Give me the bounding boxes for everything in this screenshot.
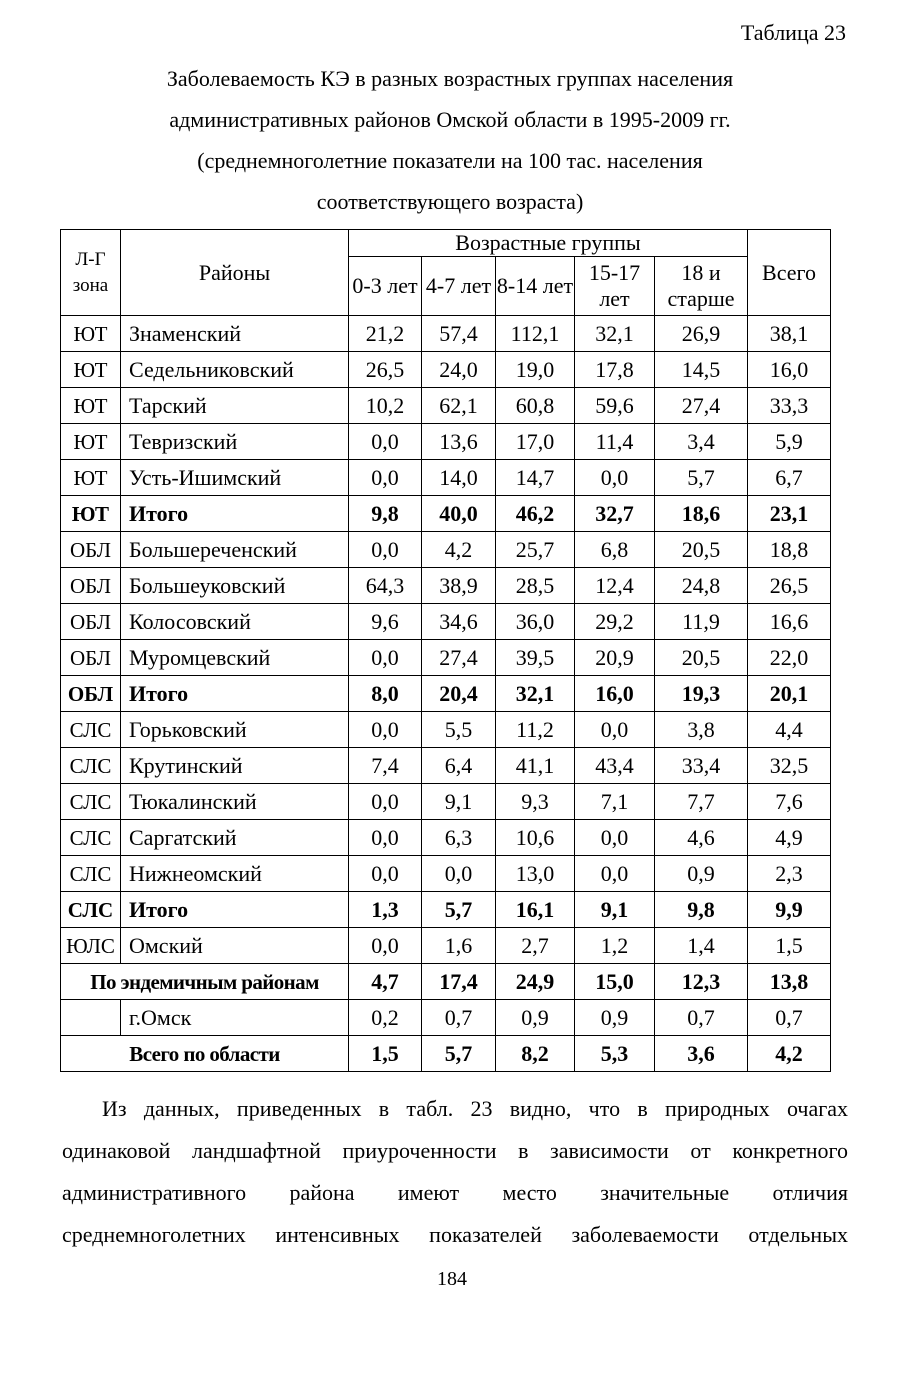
table-row xyxy=(61,424,831,460)
district-cell: Крутинский xyxy=(121,748,349,784)
paragraph-line: Из данных, приведенных в табл. 23 видно, что в природных очагах xyxy=(102,1096,848,1121)
value-cell: 3,4 xyxy=(655,424,748,460)
value-cell: 26,9 xyxy=(655,316,748,352)
paragraph-line: одинаковой ландшафтной приуроченности в зависимости от конкретного xyxy=(62,1138,848,1163)
value-cell: 16,6 xyxy=(748,604,831,640)
table-row xyxy=(61,568,831,604)
value-cell: 0,0 xyxy=(349,856,422,892)
value-cell: 13,0 xyxy=(496,856,575,892)
value-cell: 18,6 xyxy=(655,496,748,532)
district-cell: Тарский xyxy=(121,388,349,424)
value-cell: 18,8 xyxy=(748,532,831,568)
value-cell: 19,3 xyxy=(655,676,748,712)
value-cell: 5,7 xyxy=(422,892,496,928)
value-cell: 0,7 xyxy=(422,1000,496,1036)
value-cell: 0,9 xyxy=(575,1000,655,1036)
value-cell: 2,7 xyxy=(496,928,575,964)
value-cell: 1,3 xyxy=(349,892,422,928)
value-cell: 41,1 xyxy=(496,748,575,784)
value-cell: 25,7 xyxy=(496,532,575,568)
value-cell: 4,2 xyxy=(422,532,496,568)
value-cell: 40,0 xyxy=(422,496,496,532)
value-cell: 39,5 xyxy=(496,640,575,676)
zone-cell: ОБЛ xyxy=(61,568,121,604)
value-cell: 20,1 xyxy=(748,676,831,712)
page-number: 184 xyxy=(437,1268,467,1290)
value-cell: 12,3 xyxy=(655,964,748,1000)
value-cell: 0,0 xyxy=(349,532,422,568)
value-cell: 10,2 xyxy=(349,388,422,424)
value-cell: 6,4 xyxy=(422,748,496,784)
table-row xyxy=(61,712,831,748)
header-zone: Л-Г зона xyxy=(61,230,121,316)
value-cell: 1,5 xyxy=(349,1036,422,1072)
header-district: Районы xyxy=(121,230,349,316)
district-cell: Знаменский xyxy=(121,316,349,352)
value-cell: 9,3 xyxy=(496,784,575,820)
title-line: (среднемноголетние показатели на 100 тас. населения xyxy=(197,148,703,173)
value-cell: 9,8 xyxy=(655,892,748,928)
value-cell: 4,4 xyxy=(748,712,831,748)
value-cell: 11,2 xyxy=(496,712,575,748)
value-cell: 0,0 xyxy=(422,856,496,892)
value-cell: 0,0 xyxy=(575,856,655,892)
value-cell: 6,3 xyxy=(422,820,496,856)
table-row xyxy=(61,892,831,928)
value-cell: 4,2 xyxy=(748,1036,831,1072)
value-cell: 32,5 xyxy=(748,748,831,784)
zone-cell: ЮТ xyxy=(61,496,121,532)
value-cell: 8,2 xyxy=(496,1036,575,1072)
header-age-18-plus: 18 и старше xyxy=(655,257,748,316)
value-cell: 62,1 xyxy=(422,388,496,424)
table-row xyxy=(61,676,831,712)
header-age-8-14: 8-14 лет xyxy=(496,257,575,316)
value-cell: 5,7 xyxy=(655,460,748,496)
value-cell: 14,0 xyxy=(422,460,496,496)
value-cell: 1,6 xyxy=(422,928,496,964)
value-cell: 14,5 xyxy=(655,352,748,388)
header-age-15-17: 15-17 лет xyxy=(575,257,655,316)
zone-cell xyxy=(61,1000,121,1036)
table-row xyxy=(61,388,831,424)
value-cell: 0,9 xyxy=(655,856,748,892)
value-cell: 7,1 xyxy=(575,784,655,820)
value-cell: 0,7 xyxy=(655,1000,748,1036)
value-cell: 20,5 xyxy=(655,532,748,568)
value-cell: 64,3 xyxy=(349,568,422,604)
value-cell: 14,7 xyxy=(496,460,575,496)
value-cell: 0,0 xyxy=(349,424,422,460)
zone-cell: СЛС xyxy=(61,784,121,820)
district-cell: Саргатский xyxy=(121,820,349,856)
value-cell: 38,1 xyxy=(748,316,831,352)
value-cell: 20,5 xyxy=(655,640,748,676)
value-cell: 32,7 xyxy=(575,496,655,532)
district-cell: Омский xyxy=(121,928,349,964)
zone-cell: ЮТ xyxy=(61,388,121,424)
value-cell: 28,5 xyxy=(496,568,575,604)
value-cell: 0,0 xyxy=(349,640,422,676)
value-cell: 57,4 xyxy=(422,316,496,352)
table-row xyxy=(61,532,831,568)
value-cell: 22,0 xyxy=(748,640,831,676)
table-row xyxy=(61,928,831,964)
district-cell: Итого xyxy=(121,892,349,928)
value-cell: 7,7 xyxy=(655,784,748,820)
zone-cell: СЛС xyxy=(61,748,121,784)
zone-cell: ОБЛ xyxy=(61,676,121,712)
value-cell: 0,0 xyxy=(349,928,422,964)
value-cell: 43,4 xyxy=(575,748,655,784)
district-cell: Большеуковский xyxy=(121,568,349,604)
value-cell: 0,9 xyxy=(496,1000,575,1036)
value-cell: 0,0 xyxy=(349,784,422,820)
value-cell: 27,4 xyxy=(422,640,496,676)
table-title xyxy=(60,58,840,222)
value-cell: 19,0 xyxy=(496,352,575,388)
value-cell: 6,7 xyxy=(748,460,831,496)
value-cell: 15,0 xyxy=(575,964,655,1000)
value-cell: 23,1 xyxy=(748,496,831,532)
title-line: административных районов Омской области в 1995-2009 гг. xyxy=(169,107,731,132)
value-cell: 27,4 xyxy=(655,388,748,424)
value-cell: 0,0 xyxy=(575,712,655,748)
zone-cell: ОБЛ xyxy=(61,640,121,676)
value-cell: 0,0 xyxy=(349,712,422,748)
value-cell: 21,2 xyxy=(349,316,422,352)
value-cell: 26,5 xyxy=(349,352,422,388)
district-cell: Колосовский xyxy=(121,604,349,640)
zone-cell: ЮЛС xyxy=(61,928,121,964)
value-cell: 20,4 xyxy=(422,676,496,712)
value-cell: 5,5 xyxy=(422,712,496,748)
district-cell: Горьковский xyxy=(121,712,349,748)
value-cell: 17,0 xyxy=(496,424,575,460)
value-cell: 3,6 xyxy=(655,1036,748,1072)
value-cell: 5,9 xyxy=(748,424,831,460)
value-cell: 17,8 xyxy=(575,352,655,388)
zone-cell: СЛС xyxy=(61,856,121,892)
value-cell: 2,3 xyxy=(748,856,831,892)
endemic-label: По эндемичным районам xyxy=(61,964,349,1000)
value-cell: 26,5 xyxy=(748,568,831,604)
district-cell: Усть-Ишимский xyxy=(121,460,349,496)
value-cell: 8,0 xyxy=(349,676,422,712)
value-cell: 1,5 xyxy=(748,928,831,964)
incidence-table xyxy=(60,229,831,1072)
title-line: соответствующего возраста) xyxy=(316,189,584,214)
zone-cell: СЛС xyxy=(61,712,121,748)
value-cell: 13,6 xyxy=(422,424,496,460)
table-row xyxy=(61,604,831,640)
endemic-total-row xyxy=(61,964,831,1000)
district-cell: Муромцевский xyxy=(121,640,349,676)
zone-cell: ЮТ xyxy=(61,424,121,460)
zone-cell: ЮТ xyxy=(61,460,121,496)
table-row xyxy=(61,316,831,352)
district-cell: Большереченский xyxy=(121,532,349,568)
district-cell: г.Омск xyxy=(121,1000,349,1036)
value-cell: 1,4 xyxy=(655,928,748,964)
zone-cell: ОБЛ xyxy=(61,604,121,640)
value-cell: 0,0 xyxy=(575,820,655,856)
value-cell: 16,0 xyxy=(575,676,655,712)
value-cell: 10,6 xyxy=(496,820,575,856)
table-row xyxy=(61,496,831,532)
value-cell: 36,0 xyxy=(496,604,575,640)
region-total-row xyxy=(61,1036,831,1072)
value-cell: 38,9 xyxy=(422,568,496,604)
value-cell: 46,2 xyxy=(496,496,575,532)
body-paragraph xyxy=(62,1088,848,1256)
district-cell: Итого xyxy=(121,676,349,712)
value-cell: 32,1 xyxy=(496,676,575,712)
value-cell: 9,1 xyxy=(422,784,496,820)
value-cell: 1,2 xyxy=(575,928,655,964)
value-cell: 5,7 xyxy=(422,1036,496,1072)
omsk-city-row xyxy=(61,1000,831,1036)
value-cell: 3,8 xyxy=(655,712,748,748)
value-cell: 4,6 xyxy=(655,820,748,856)
table-row xyxy=(61,820,831,856)
table-row xyxy=(61,352,831,388)
value-cell: 16,0 xyxy=(748,352,831,388)
title-line: Заболеваемость КЭ в разных возрастных группах населения xyxy=(166,66,734,91)
value-cell: 9,6 xyxy=(349,604,422,640)
table-row xyxy=(61,856,831,892)
value-cell: 24,9 xyxy=(496,964,575,1000)
zone-cell: СЛС xyxy=(61,820,121,856)
table-row xyxy=(61,784,831,820)
district-cell: Нижнеомский xyxy=(121,856,349,892)
value-cell: 24,0 xyxy=(422,352,496,388)
table-row xyxy=(61,460,831,496)
value-cell: 59,6 xyxy=(575,388,655,424)
value-cell: 4,7 xyxy=(349,964,422,1000)
value-cell: 0,7 xyxy=(748,1000,831,1036)
value-cell: 60,8 xyxy=(496,388,575,424)
value-cell: 12,4 xyxy=(575,568,655,604)
value-cell: 13,8 xyxy=(748,964,831,1000)
value-cell: 9,1 xyxy=(575,892,655,928)
value-cell: 33,3 xyxy=(748,388,831,424)
value-cell: 5,3 xyxy=(575,1036,655,1072)
value-cell: 0,0 xyxy=(575,460,655,496)
value-cell: 34,6 xyxy=(422,604,496,640)
district-cell: Тевризский xyxy=(121,424,349,460)
value-cell: 33,4 xyxy=(655,748,748,784)
zone-cell: ЮТ xyxy=(61,352,121,388)
zone-cell: ОБЛ xyxy=(61,532,121,568)
value-cell: 24,8 xyxy=(655,568,748,604)
header-age-groups: Возрастные группы xyxy=(349,230,748,257)
header-total: Всего xyxy=(748,230,831,316)
district-cell: Итого xyxy=(121,496,349,532)
value-cell: 17,4 xyxy=(422,964,496,1000)
table-row xyxy=(61,640,831,676)
zone-cell: СЛС xyxy=(61,892,121,928)
zone-cell: ЮТ xyxy=(61,316,121,352)
paragraph-line: среднемноголетних интенсивных показателей заболеваемости отдельных xyxy=(62,1222,848,1247)
value-cell: 7,4 xyxy=(349,748,422,784)
value-cell: 11,9 xyxy=(655,604,748,640)
value-cell: 112,1 xyxy=(496,316,575,352)
district-cell: Тюкалинский xyxy=(121,784,349,820)
header-age-0-3: 0-3 лет xyxy=(349,257,422,316)
value-cell: 11,4 xyxy=(575,424,655,460)
value-cell: 32,1 xyxy=(575,316,655,352)
value-cell: 0,0 xyxy=(349,460,422,496)
district-cell: Седельниковский xyxy=(121,352,349,388)
value-cell: 9,8 xyxy=(349,496,422,532)
table-row xyxy=(61,748,831,784)
value-cell: 9,9 xyxy=(748,892,831,928)
paragraph-line: административного района имеют место значительные отличия xyxy=(62,1180,848,1205)
value-cell: 29,2 xyxy=(575,604,655,640)
header-age-4-7: 4-7 лет xyxy=(422,257,496,316)
value-cell: 7,6 xyxy=(748,784,831,820)
value-cell: 6,8 xyxy=(575,532,655,568)
region-total-label: Всего по области xyxy=(61,1036,349,1072)
value-cell: 16,1 xyxy=(496,892,575,928)
value-cell: 0,0 xyxy=(349,820,422,856)
table-caption: Таблица 23 xyxy=(740,20,846,45)
value-cell: 0,2 xyxy=(349,1000,422,1036)
value-cell: 4,9 xyxy=(748,820,831,856)
value-cell: 20,9 xyxy=(575,640,655,676)
